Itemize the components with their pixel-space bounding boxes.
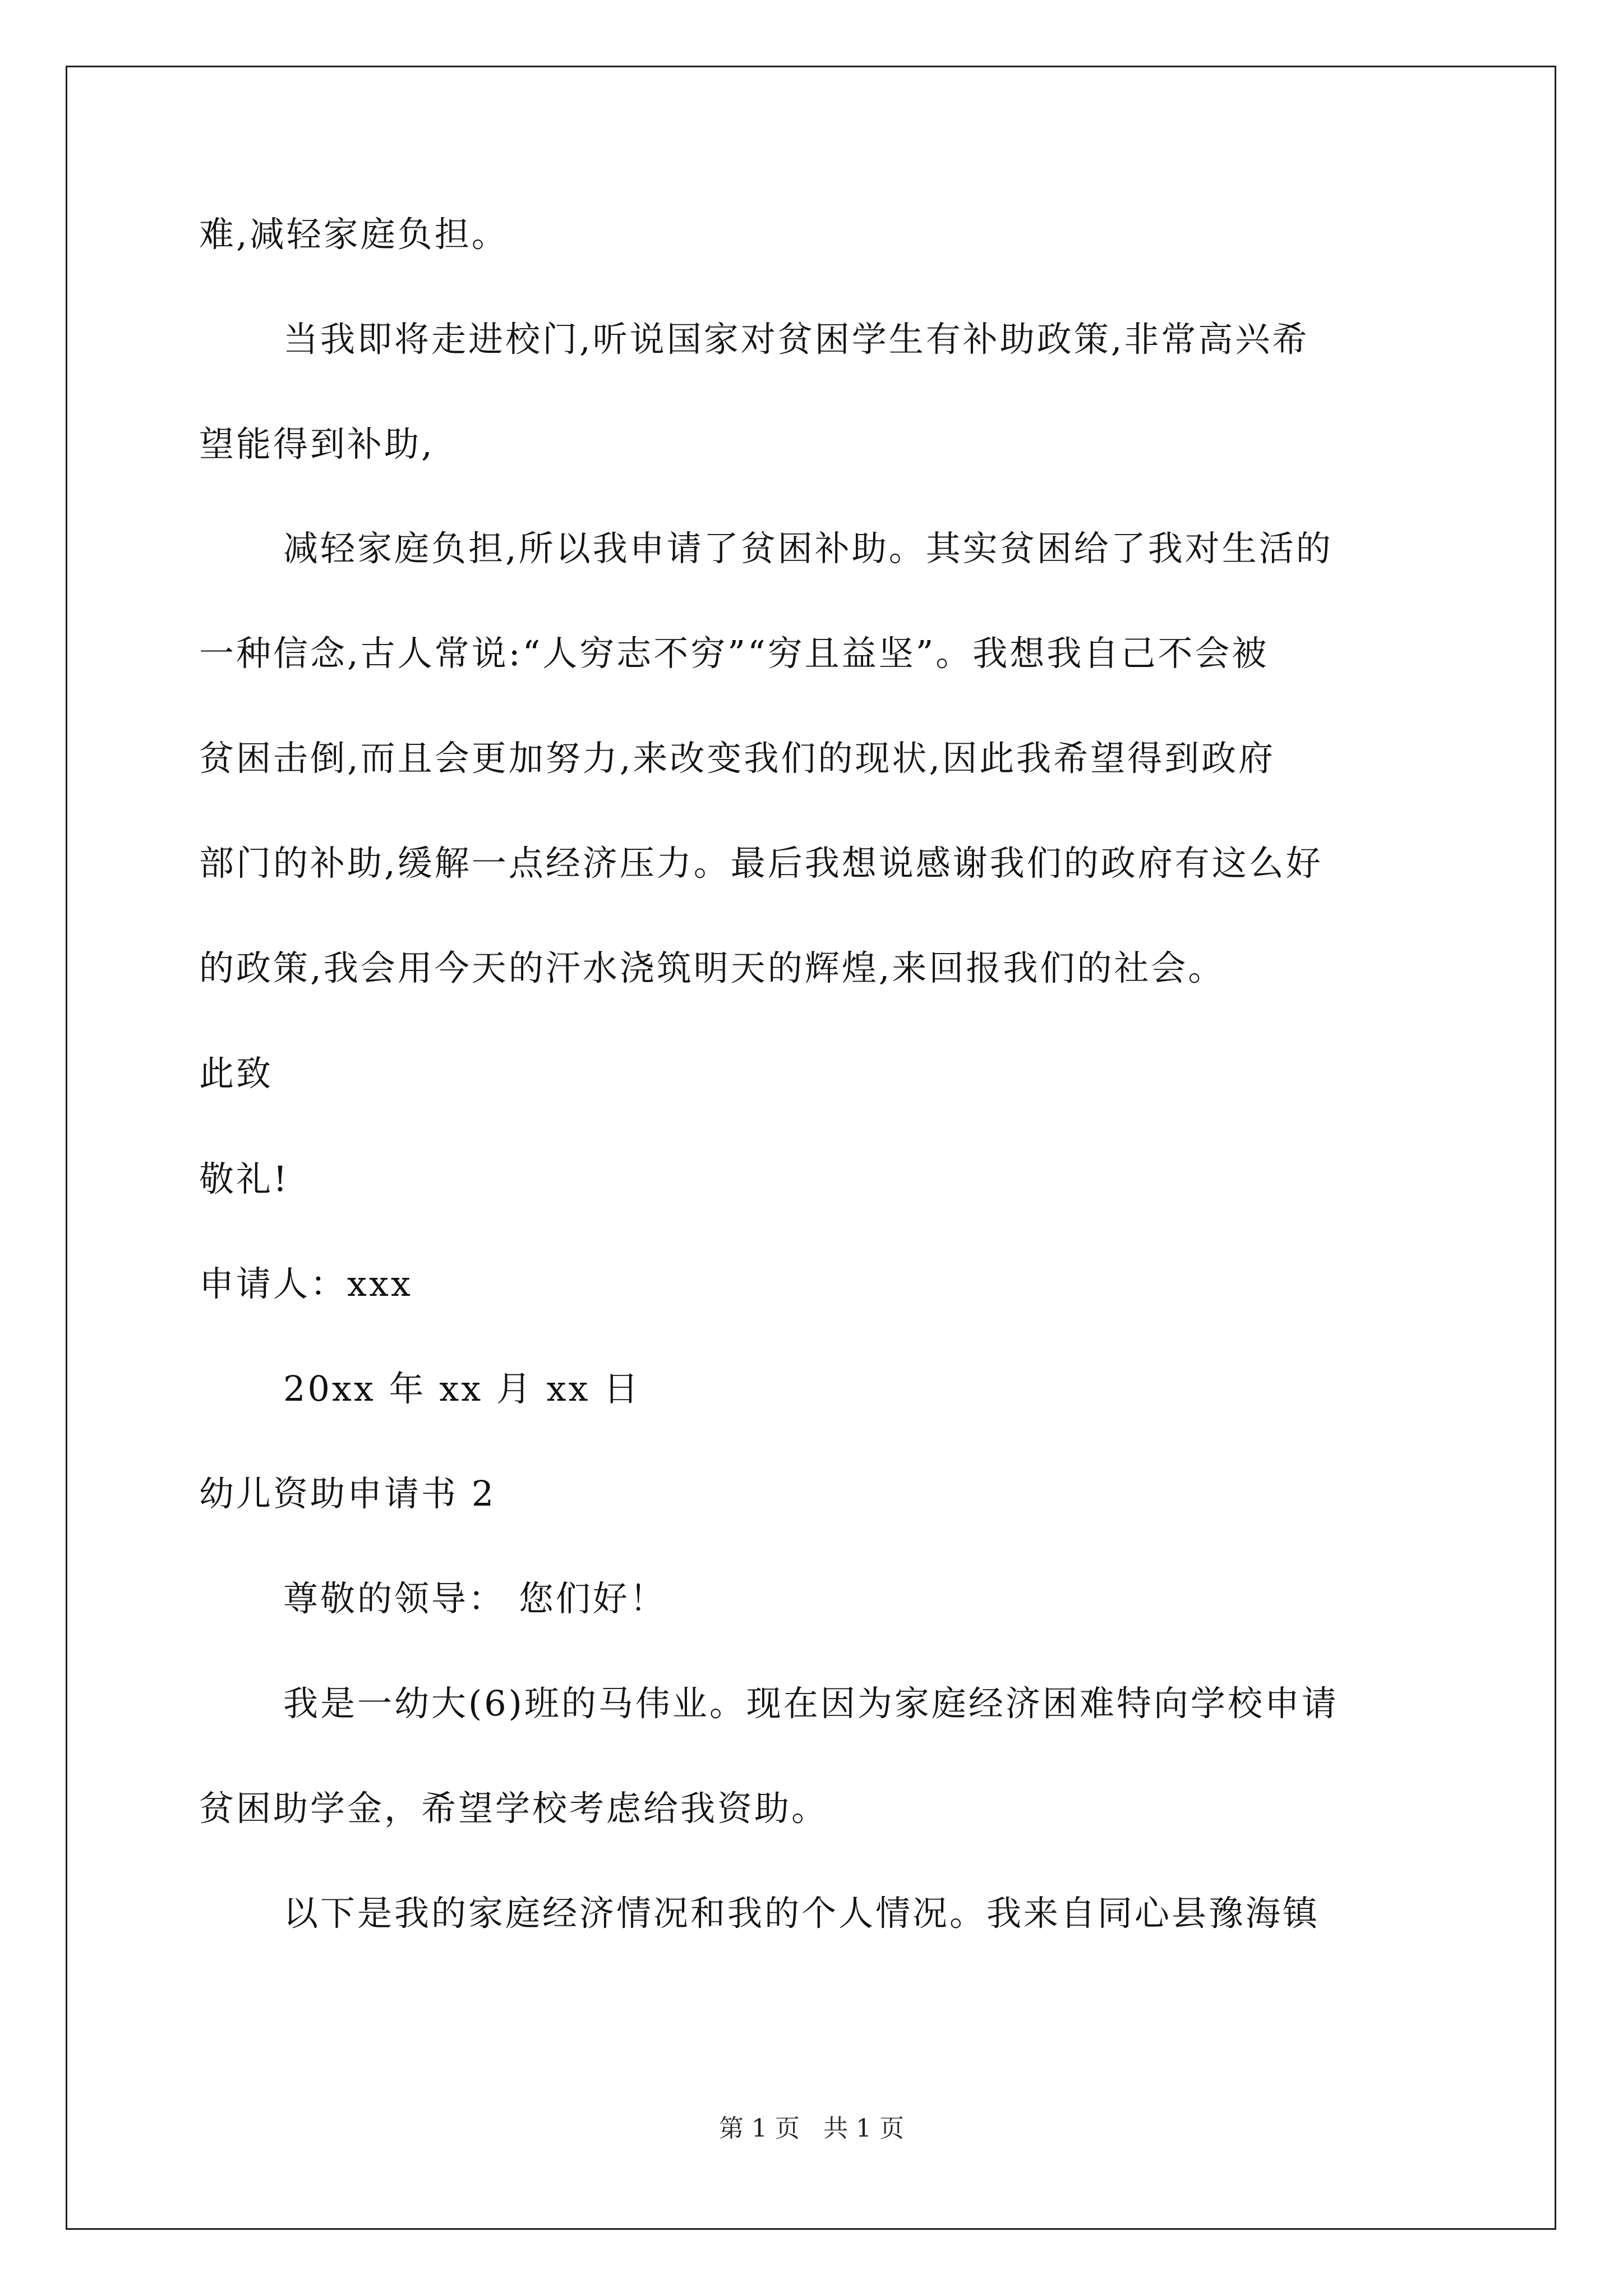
page-total: 共 1 页	[823, 2114, 904, 2143]
text-line-2: 当我即将走进校门,听说国家对贫困学生有补助政策,非常高兴希	[283, 319, 1310, 360]
page-number: 第 1 页	[719, 2114, 800, 2143]
text-line-16: 贫困助学金，希望学校考虑给我资助。	[199, 1788, 829, 1829]
text-line-7: 部门的补助,缓解一点经济压力。最后我想说感谢我们的政府有这么好	[199, 843, 1323, 884]
text-line-15: 我是一幼大(6)班的马伟业。现在因为家庭经济困难特向学校申请	[283, 1683, 1339, 1724]
page-footer	[0, 2112, 1623, 2146]
text-line-6: 贫困击倒,而且会更加努力,来改变我们的现状,因此我希望得到政府	[199, 738, 1276, 779]
applicant-line: 申请人：xxx	[199, 1263, 413, 1304]
section-title: 幼儿资助申请书 2	[199, 1473, 496, 1514]
text-line-5: 一种信念,古人常说:“人穷志不穷”“穷且益坚”。我想我自己不会被	[199, 633, 1269, 674]
text-line-17: 以下是我的家庭经济情况和我的个人情况。我来自同心县豫海镇	[283, 1893, 1320, 1934]
closing-line: 敬礼!	[199, 1158, 289, 1199]
text-line-4: 减轻家庭负担,所以我申请了贫困补助。其实贫困给了我对生活的	[283, 528, 1333, 569]
text-line-3: 望能得到补助,	[199, 424, 435, 464]
salutation-line: 此致	[199, 1053, 274, 1094]
text-line-1: 难,减轻家庭负担。	[199, 214, 509, 255]
greeting-line: 尊敬的领导： 您们好！	[283, 1578, 667, 1619]
text-line-8: 的政策,我会用今天的汗水浇筑明天的辉煌,来回报我们的社会。	[199, 947, 1225, 988]
date-line: 20xx 年 xx 月 xx 日	[283, 1368, 641, 1409]
